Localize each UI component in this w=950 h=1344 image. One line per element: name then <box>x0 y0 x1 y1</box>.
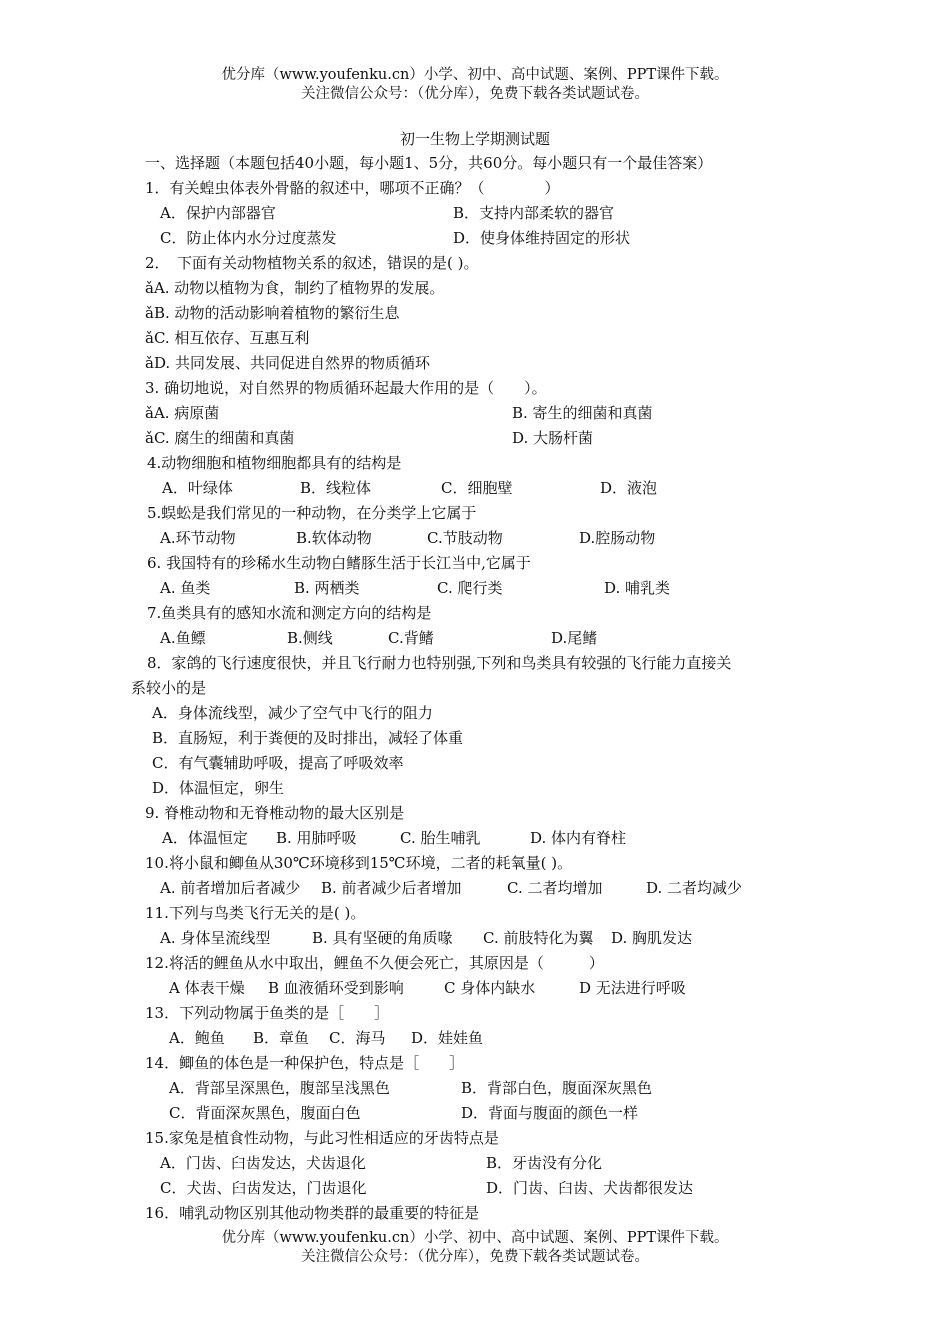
question-8-stem: 8．家鸽的飞行速度很快，并且飞行耐力也特别强,下列和鸟类具有较强的飞行能力直接关 <box>147 654 732 672</box>
question-4-option-b: B．线粒体 <box>300 479 372 497</box>
question-12-stem: 12.将活的鲤鱼从水中取出，鲤鱼不久便会死亡，其原因是（ ） <box>145 954 604 972</box>
section-heading: 一、选择题（本题包括40小题，每小题1、5分，共60分。每小题只有一个最佳答案） <box>145 154 713 172</box>
question-4-option-a: A．叶绿体 <box>162 479 233 497</box>
question-14-option-a: A．背部呈深黑色，腹部呈浅黑色 <box>169 1079 390 1097</box>
question-15-stem: 15.家兔是植食性动物，与此习性相适应的牙齿特点是 <box>145 1129 499 1147</box>
question-16-stem: 16．哺乳动物区别其他动物类群的最重要的特征是 <box>145 1204 480 1222</box>
question-13-stem: 13．下列动物属于鱼类的是［ ］ <box>145 1004 390 1022</box>
question-15-option-a: A．门齿、臼齿发达，犬齿退化 <box>160 1154 366 1172</box>
question-13-option-b: B．章鱼 <box>253 1029 310 1047</box>
question-1-option-c: C．防止体内水分过度蒸发 <box>160 229 337 247</box>
question-12-option-c: C 身体内缺水 <box>444 979 536 997</box>
question-4-option-d: D．液泡 <box>600 479 658 497</box>
question-4-stem: 4.动物细胞和植物细胞都具有的结构是 <box>147 454 402 472</box>
question-7-option-a: A.鱼鳔 <box>160 629 206 647</box>
question-3-option-d: D. 大肠杆菌 <box>512 429 594 447</box>
question-10-option-a: A. 前者增加后者减少 <box>160 879 301 897</box>
question-9-option-b: B. 用肺呼吸 <box>276 829 357 847</box>
question-7-option-d: D.尾鳍 <box>551 629 598 647</box>
header-line-2: 关注微信公众号：（优分库），免费下载各类试题试卷。 <box>301 86 649 102</box>
question-5-stem: 5.蜈蚣是我们常见的一种动物，在分类学上它属于 <box>147 504 477 522</box>
question-6-stem: 6. 我国特有的珍稀水生动物白鳍豚生活于长江当中,它属于 <box>147 554 531 572</box>
question-3-option-c: ǎC. 腐生的细菌和真菌 <box>145 429 295 447</box>
question-14-option-d: D．背面与腹面的颜色一样 <box>461 1104 639 1122</box>
question-15-option-b: B．牙齿没有分化 <box>486 1154 603 1172</box>
question-12-option-d: D 无法进行呼吸 <box>579 979 686 997</box>
question-5-option-c: C.节肢动物 <box>427 529 503 547</box>
question-7-option-c: C.背鳍 <box>388 629 434 647</box>
question-8-option-c: C．有气囊辅助呼吸，提高了呼吸效率 <box>152 754 404 772</box>
question-3-option-b: B. 寄生的细菌和真菌 <box>512 404 653 422</box>
question-6-option-d: D. 哺乳类 <box>604 579 671 597</box>
question-12-option-b: B 血液循环受到影响 <box>268 979 404 997</box>
question-1-option-d: D．使身体维持固定的形状 <box>453 229 631 247</box>
question-7-option-b: B.侧线 <box>287 629 333 647</box>
question-7-stem: 7.鱼类具有的感知水流和测定方向的结构是 <box>147 604 432 622</box>
question-10-option-d: D. 二者均减少 <box>646 879 743 897</box>
footer-line-2: 关注微信公众号：（优分库），免费下载各类试题试卷。 <box>301 1249 649 1265</box>
question-5-option-a: A.环节动物 <box>160 529 236 547</box>
question-11-option-c: C. 前肢特化为翼 <box>483 929 594 947</box>
question-14-stem: 14．鲫鱼的体色是一种保护色，特点是［ ］ <box>145 1054 465 1072</box>
question-11-option-b: B. 具有坚硬的角质喙 <box>312 929 453 947</box>
question-14-option-c: C．背面深灰黑色，腹面白色 <box>169 1104 361 1122</box>
question-2-option-a: ǎA. 动物以植物为食，制约了植物界的发展。 <box>145 279 445 297</box>
question-8-option-d: D．体温恒定，卵生 <box>152 779 285 797</box>
question-13-option-d: D．娃娃鱼 <box>411 1029 484 1047</box>
question-2-option-b: ǎB. 动物的活动影响着植物的繁衍生息 <box>145 304 400 322</box>
question-15-option-c: C．犬齿、臼齿发达，门齿退化 <box>160 1179 367 1197</box>
question-12-option-a: A 体表干燥 <box>169 979 245 997</box>
question-6-option-b: B. 两栖类 <box>294 579 360 597</box>
question-11-stem: 11.下列与鸟类飞行无关的是( )。 <box>145 904 366 922</box>
document-title: 初一生物上学期测试题 <box>399 130 550 148</box>
question-9-option-c: C. 胎生哺乳 <box>400 829 481 847</box>
question-8-stem-continued: 系较小的是 <box>131 679 207 697</box>
header-line-1: 优分库（www.youfenku.cn）小学、初中、高中试题、案例、PPT课件下载。 <box>221 67 729 83</box>
question-2-stem: 2． 下面有关动物植物关系的叙述，错误的是( )。 <box>145 254 479 272</box>
question-9-option-d: D. 体内有脊柱 <box>530 829 627 847</box>
question-9-stem: 9. 脊椎动物和无脊椎动物的最大区别是 <box>145 804 405 822</box>
question-10-stem: 10.将小鼠和鲫鱼从30℃环境移到15℃环境，二者的耗氧量( )。 <box>145 854 573 872</box>
question-1-option-b: B．支持内部柔软的器官 <box>453 204 615 222</box>
page-header <box>0 66 950 104</box>
question-9-option-a: A．体温恒定 <box>162 829 248 847</box>
question-2-option-d: ǎD. 共同发展、共同促进自然界的物质循环 <box>145 354 430 372</box>
question-4-option-c: C．细胞壁 <box>441 479 513 497</box>
question-6-option-a: A. 鱼类 <box>160 579 211 597</box>
question-3-option-a: ǎA. 病原菌 <box>145 404 220 422</box>
question-11-option-d: D. 胸肌发达 <box>611 929 693 947</box>
question-15-option-d: D．门齿、臼齿、犬齿都很发达 <box>486 1179 694 1197</box>
footer-line-1: 优分库（www.youfenku.cn）小学、初中、高中试题、案例、PPT课件下载。 <box>221 1230 729 1246</box>
page-footer <box>0 1229 950 1267</box>
question-10-option-b: B. 前者减少后者增加 <box>321 879 462 897</box>
question-2-option-c: ǎC. 相互依存、互惠互利 <box>145 329 310 347</box>
question-8-option-b: B．直肠短，利于粪便的及时排出，减轻了体重 <box>152 729 464 747</box>
question-1-option-a: A．保护内部器官 <box>160 204 276 222</box>
question-13-option-c: C．海马 <box>329 1029 386 1047</box>
question-6-option-c: C. 爬行类 <box>437 579 503 597</box>
question-13-option-a: A．鲍鱼 <box>169 1029 225 1047</box>
question-5-option-d: D.腔肠动物 <box>579 529 656 547</box>
question-14-option-b: B．背部白色，腹面深灰黑色 <box>461 1079 653 1097</box>
question-5-option-b: B.软体动物 <box>296 529 372 547</box>
question-8-option-a: A．身体流线型，减少了空气中飞行的阻力 <box>152 704 433 722</box>
question-10-option-c: C. 二者均增加 <box>507 879 603 897</box>
question-1-stem: 1．有关蝗虫体表外骨骼的叙述中，哪项不正确？（ ） <box>145 179 560 197</box>
question-3-stem: 3. 确切地说，对自然界的物质循环起最大作用的是（ ）。 <box>145 379 547 397</box>
question-11-option-a: A. 身体呈流线型 <box>160 929 271 947</box>
